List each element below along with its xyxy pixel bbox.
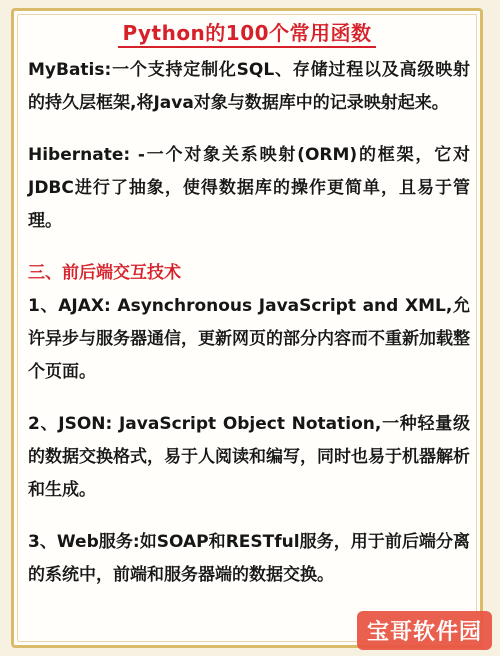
document-card bbox=[11, 8, 483, 648]
item-web-service: 3、Web服务:如SOAP和RESTful服务，用于前后端分离的系统中，前端和服务器端的数据交换。 bbox=[28, 532, 470, 585]
document-body bbox=[14, 48, 480, 592]
paragraph-spacer bbox=[28, 120, 470, 139]
section-heading: 三、前后端交互技术 bbox=[28, 263, 181, 283]
paragraph-spacer bbox=[28, 238, 470, 257]
item-ajax: 1、AJAX: Asynchronous JavaScript and XML,允许异步与服务器通信，更新网页的部分内容而不重新加载整个页面。 bbox=[28, 296, 470, 382]
paragraph-spacer bbox=[28, 389, 470, 408]
paragraph-mybatis: MyBatis:一个支持定制化SQL、存储过程以及高级映射的持久层框架,将Java对象与数据库中的记录映射起来。 bbox=[28, 60, 470, 113]
watermark-text: 宝哥软件园 bbox=[366, 620, 482, 645]
item-json: 2、JSON: JavaScript Object Notation,一种轻量级的数据交换格式，易于人阅读和编写，同时也易于机器解析和生成。 bbox=[28, 414, 470, 500]
title-container bbox=[14, 21, 480, 48]
paragraph-spacer bbox=[28, 507, 470, 526]
site-watermark bbox=[357, 611, 492, 650]
paragraph-hibernate: Hibernate: -一个对象关系映射(ORM)的框架，它对JDBC进行了抽象，使得数据库的操作更简单，且易于管理。 bbox=[28, 145, 470, 231]
document-title: Python的100个常用函数 bbox=[118, 21, 375, 48]
